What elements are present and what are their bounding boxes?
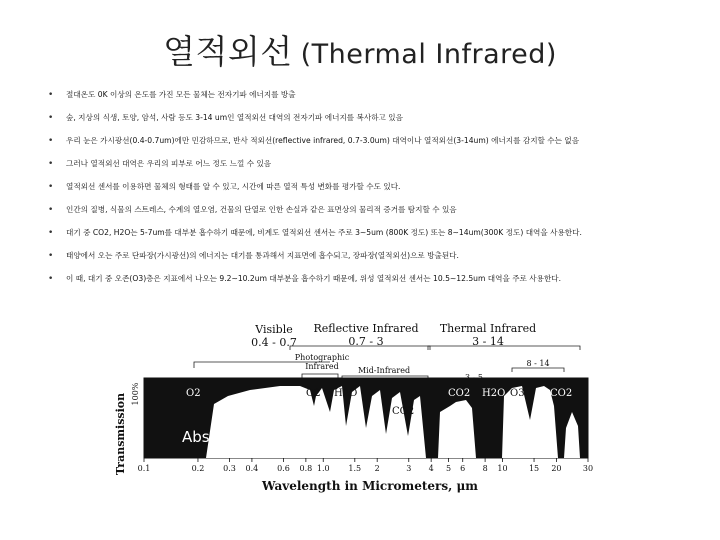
thermal-label: Thermal Infrared (439, 322, 537, 335)
bullet-item: • 열적외선 센서를 이용하면 물체의 형태를 알 수 있고, 시간에 따른 열적 특성 변화를 평가할 수도 있다. (48, 180, 716, 203)
bullet-list (48, 88, 716, 295)
x-tick-label: 1.0 (316, 464, 330, 473)
thermal-bracket (428, 346, 580, 350)
bullet-item: • 태양에서 오는 주로 단파장(가시광선)의 에너지는 대기를 통과해서 지표면에 흡수되고, 장파장(열적외선)으로 방출된다. (48, 249, 716, 272)
window-8-14-label: 8 - 14 (526, 359, 550, 368)
mid-infrared-label: Mid-Infrared (357, 366, 411, 375)
x-tick-label: 0.4 (245, 464, 259, 473)
slide-title (0, 26, 720, 73)
photographic-label-2: Infrared (305, 362, 339, 371)
x-tick-label: 4 (428, 464, 434, 473)
x-tick-label: 10 (497, 464, 508, 473)
molecule-label: O2 (186, 388, 201, 399)
molecule-label: CO2 (392, 406, 415, 417)
x-tick-label: 0.3 (223, 464, 236, 473)
visible-label: Visible (255, 323, 293, 336)
x-tick-label: 3 (406, 464, 412, 473)
absorption-label: Absorption (182, 428, 264, 446)
bullet-item: • 대기 중 CO2, H2O는 5-7um를 대부분 흡수하기 때문에, 비계도 열적외선 센서는 주로 3~5um (800K 정도) 또는 8~14um(300K 정도) 대역을 사용한다. (48, 226, 716, 249)
molecule-label: CO2 (448, 388, 471, 399)
bullet-item: • 우리 눈은 가시광선(0.4-0.7um)에만 민감하므로, 반사 적외선(reflective infrared, 0.7-3.0um) 대역이나 열적외선(3-14um) 에너지를 감지할 수는 없음 (48, 134, 716, 157)
slide-title-korean: 열적외선 (163, 32, 293, 71)
molecule-label: H2O (334, 388, 358, 399)
x-tick-label: 0.1 (137, 464, 151, 473)
x-tick-label: 6 (460, 464, 466, 473)
bullet-item: • 이 때, 대기 중 오존(O3)층은 지표에서 나오는 9.2~10.2um 대부분을 흡수하기 때문에, 위성 열적외선 센서는 10.5~12.5um 대역을 주로 사용한다. (48, 272, 716, 295)
bullet-item: • 인간의 질병, 식물의 스트레스, 수계의 열오염, 건물의 단열로 인한 손실과 같은 표면상의 물리적 증거를 탐지할 수 있음 (48, 203, 716, 226)
window-8-14-bracket (512, 368, 564, 372)
reflective-label: Reflective Infrared (313, 322, 419, 335)
y-tick-100: 100% (131, 382, 140, 406)
x-tick-label: 0.8 (299, 464, 313, 473)
molecule-label: H2O (482, 388, 506, 399)
reflective-range: 0.7 - 3 (348, 335, 384, 348)
x-tick-label: 2 (374, 464, 380, 473)
x-axis-ticks (138, 458, 593, 473)
thermal-range: 3 - 14 (472, 335, 504, 348)
bullet-item: • 절대온도 0K 이상의 온도를 가진 모든 물체는 전자기파 에너지를 방출 (48, 88, 716, 111)
transmission-spectrum-svg (110, 316, 600, 528)
x-tick-label: 0.2 (191, 464, 205, 473)
molecule-label: CO2 (550, 388, 573, 399)
x-tick-label: 15 (528, 464, 540, 473)
x-tick-label: 20 (551, 464, 562, 473)
x-axis-label: Wavelength in Micrometers, μm (262, 479, 478, 493)
y-axis-label: Transmission (114, 392, 127, 476)
bullet-item: • 숲, 지상의 식생, 토양, 암석, 사람 등도 3-14 um인 열적외선 대역의 전자기파 에너지를 복사하고 있음 (48, 111, 716, 134)
x-tick-label: 1.5 (348, 464, 362, 473)
molecule-label: O2 (306, 388, 321, 399)
x-tick-label: 5 (445, 464, 452, 473)
molecule-label: O3 (510, 388, 525, 399)
bullet-item: • 그러나 열적외선 대역은 우리의 피부로 어느 정도 느낄 수 있음 (48, 157, 716, 180)
x-tick-label: 30 (582, 464, 594, 473)
slide-title-english: (Thermal Infrared) (300, 39, 557, 70)
photographic-label-1: Photographic (294, 353, 350, 362)
visible-range: 0.4 - 0.7 (251, 336, 297, 349)
x-tick-label: 0.6 (277, 464, 290, 473)
x-tick-label: 8 (482, 464, 488, 473)
atmospheric-transmission-figure (110, 316, 600, 528)
